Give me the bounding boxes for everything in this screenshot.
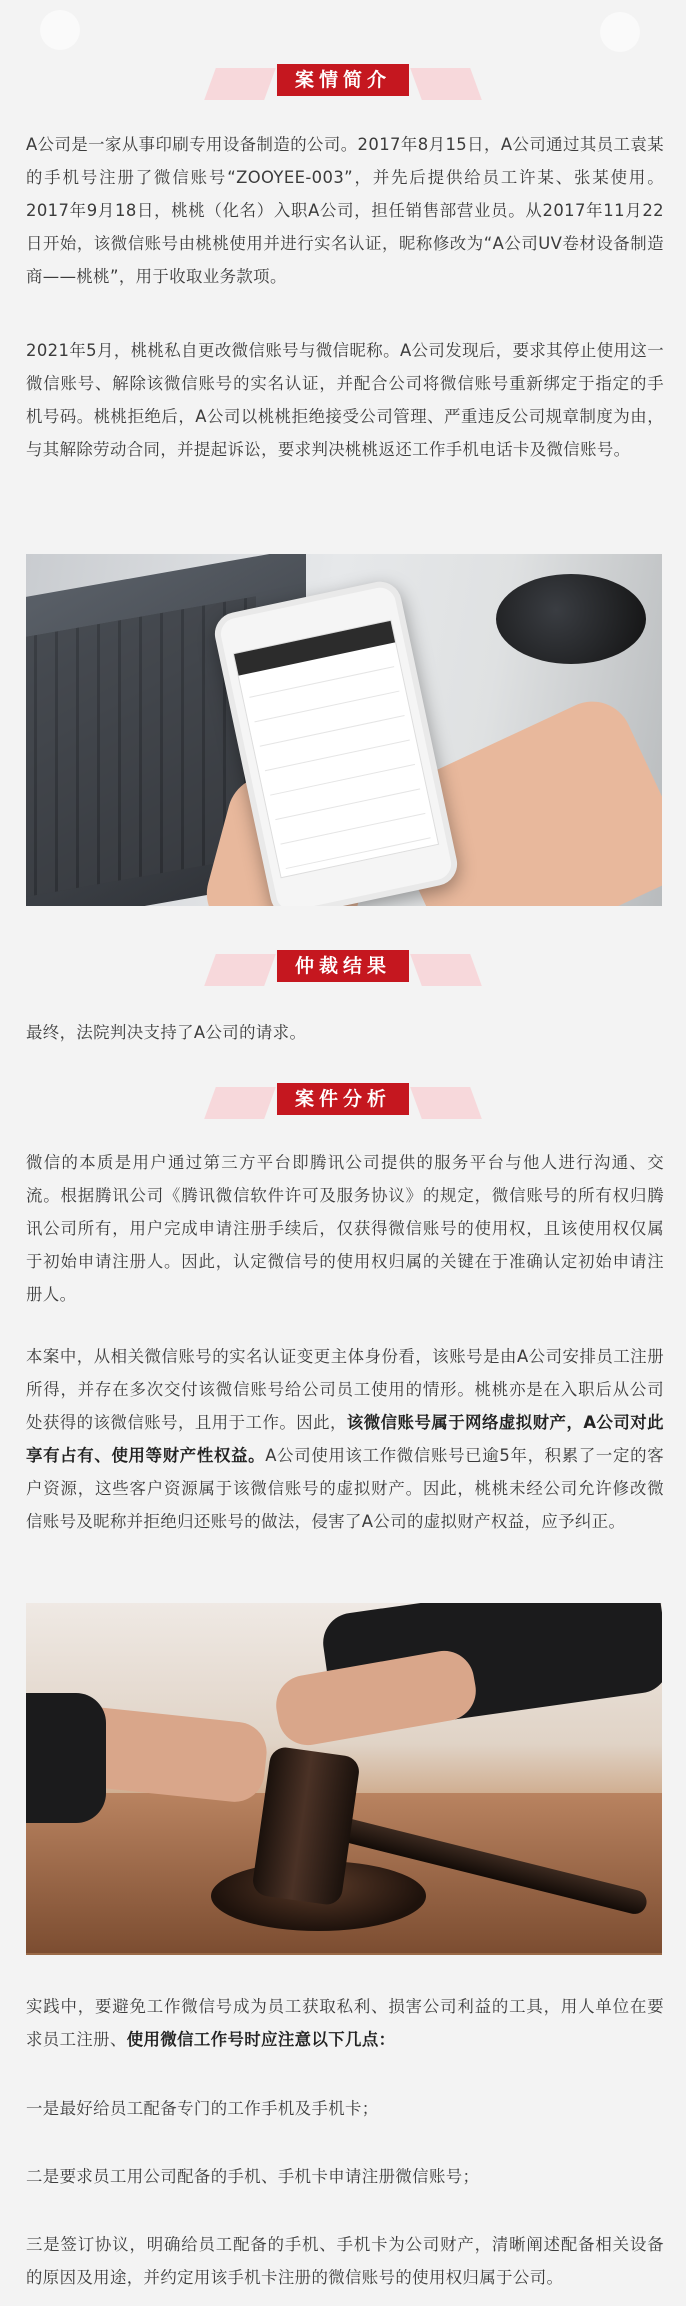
analysis-emphasis: 该微信账号属于网络虚拟财产，A公司对此享有占有、使用等财产性权益。 (26, 1413, 664, 1465)
section-heading-analysis (0, 1083, 686, 1123)
gavel-image (26, 1603, 662, 1955)
section-heading-result (0, 950, 686, 990)
decorative-dot (40, 10, 80, 50)
analysis-text: 本案中，从相关微信账号的实名认证变更主体身份看，该账号是由A公司安排员工注册所得，并存在多次交付该微信账号给公司员工使用的情形。桃桃亦是在入职后从公司处获得的该微信账号，且用于工作。因此， (26, 1347, 664, 1432)
practice-text: 实践中，要避免工作微信号成为员工获取私利、损害公司利益的工具，用人单位在要求员工注册、 (26, 1997, 664, 2049)
section-title: 案情简介 (277, 64, 409, 96)
paragraph-point-2: 二是要求员工用公司配备的手机、手机卡申请注册微信账号； (26, 2167, 480, 2186)
paragraph-result: 最终，法院判决支持了A公司的请求。 (26, 1023, 307, 1042)
paragraph-point-3: 三是签订协议，明确给员工配备的手机、手机卡为公司财产，清晰阐述配备相关设备的原因及用途，并约定用该手机卡注册的微信账号的使用权归属于公司。 (26, 2235, 664, 2287)
paragraph-point-1: 一是最好给员工配备专门的工作手机及手机卡； (26, 2099, 379, 2118)
paragraph-case-intro-1: A公司是一家从事印刷专用设备制造的公司。2017年8月15日，A公司通过其员工袁某的手机号注册了微信账号“ZOOYEE-003”，并先后提供给员工许某、张某使用。2017年9月18日，桃桃（化名）入职A公司，担任销售部营业员。从2017年11月22日开始，该微信账号由桃桃使用并进行实名认证，昵称修改为“A公司UV卷材设备制造商——桃桃”，用于收取业务款项。 (26, 135, 664, 286)
section-title: 仲裁结果 (277, 950, 409, 982)
section-heading-intro (0, 64, 686, 104)
paragraph-analysis-2 (26, 1340, 664, 1538)
paragraph-practice (26, 1990, 664, 2056)
section-title: 案件分析 (277, 1083, 409, 1115)
analysis-text: A公司使用该工作微信账号已逾5年，积累了一定的客户资源，这些客户资源属于该微信账号的虚拟财产。因此，桃桃未经公司允许修改微信账号及昵称并拒绝归还账号的做法，侵害了A公司的虚拟财产权益，应予纠正。 (26, 1446, 664, 1531)
phone-in-hand-image (26, 554, 662, 906)
paragraph-case-intro-2: 2021年5月，桃桃私自更改微信账号与微信昵称。A公司发现后，要求其停止使用这一微信账号、解除该微信账号的实名认证，并配合公司将微信账号重新绑定于指定的手机号码。桃桃拒绝后，A公司以桃桃拒绝接受公司管理、严重违反公司规章制度为由，与其解除劳动合同，并提起诉讼，要求判决桃桃返还工作手机电话卡及微信账号。 (26, 341, 664, 459)
decorative-dot (600, 12, 640, 52)
practice-emphasis: 使用微信工作号时应注意以下几点： (126, 2030, 396, 2049)
paragraph-analysis-1: 微信的本质是用户通过第三方平台即腾讯公司提供的服务平台与他人进行沟通、交流。根据腾讯公司《腾讯微信软件许可及服务协议》的规定，微信账号的所有权归腾讯公司所有，用户完成申请注册手续后，仅获得微信账号的使用权，且该使用权仅属于初始申请注册人。因此，认定微信号的使用权归属的关键在于准确认定初始申请注册人。 (26, 1153, 664, 1304)
